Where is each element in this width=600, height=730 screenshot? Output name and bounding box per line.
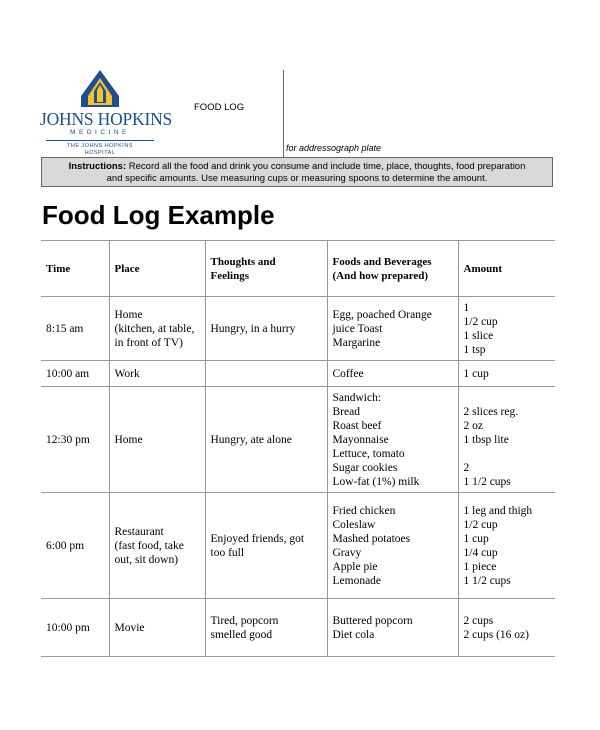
- cell-amounts: [458, 297, 555, 361]
- header-foods: Foods and Beverages (And how prepared): [327, 241, 458, 297]
- cell-line: 1 piece: [463, 560, 497, 573]
- johns-hopkins-logo: [40, 69, 173, 161]
- cell-line: 2 oz: [463, 419, 483, 432]
- cell-place: [109, 599, 205, 657]
- food-log-table: [41, 240, 555, 657]
- cell-line: 1/2 cup: [463, 518, 498, 531]
- page-title: Food Log Example: [42, 200, 275, 230]
- logo-subtitle: MEDICINE: [70, 129, 130, 136]
- cell-line: 1 cup: [463, 367, 489, 380]
- cell-line: Enjoyed friends, got: [210, 532, 305, 545]
- table-header-row: [41, 241, 555, 297]
- cell-amounts: [458, 493, 555, 599]
- cell-line: 1 leg and thigh: [463, 504, 533, 517]
- cell-amounts: [458, 387, 555, 493]
- cell-line: Margarine: [332, 336, 381, 349]
- shield-icon: [79, 69, 121, 109]
- cell-place: [109, 387, 205, 493]
- cell-thoughts: [205, 493, 327, 599]
- cell-place: [109, 493, 205, 599]
- cell-line: Coffee: [332, 367, 364, 380]
- logo-hospital: [40, 143, 160, 157]
- cell-line: Buttered popcorn: [332, 614, 413, 627]
- cell-time: 12:30 pm: [41, 387, 109, 493]
- cell-line: Restaurant: [114, 525, 164, 538]
- cell-line: Roast beef: [332, 419, 382, 432]
- cell-line: [464, 447, 551, 461]
- cell-line: in front of TV): [114, 336, 183, 349]
- cell-line: Tired, popcorn: [210, 614, 279, 627]
- cell-line: Diet cola: [332, 628, 375, 641]
- cell-thoughts: [205, 387, 327, 493]
- cell-time: 8:15 am: [41, 297, 109, 361]
- cell-line: Lemonade: [332, 574, 382, 587]
- cell-line: Sugar cookies: [332, 461, 398, 474]
- cell-line: Fried chicken: [332, 504, 396, 517]
- cell-line: [464, 391, 551, 405]
- header-divider: [283, 70, 284, 157]
- instructions-box: [41, 157, 553, 187]
- instructions-label: Instructions:: [68, 161, 127, 172]
- cell-line: 1 tbsp lite: [463, 433, 509, 446]
- logo-rule: [46, 140, 154, 141]
- header-amount: Amount: [458, 241, 555, 297]
- cell-thoughts: [205, 297, 327, 361]
- cell-time: 10:00 am: [41, 361, 109, 387]
- cell-line: Coleslaw: [332, 518, 376, 531]
- cell-line: Movie: [114, 621, 145, 634]
- cell-place: [109, 297, 205, 361]
- cell-line: Gravy: [332, 546, 362, 559]
- document-title: FOOD LOG: [194, 102, 245, 113]
- cell-foods: [327, 387, 458, 493]
- cell-line: Apple pie: [332, 560, 378, 573]
- cell-line: 2 slices reg.: [463, 405, 519, 418]
- cell-line: Egg, poached Orange: [332, 308, 432, 321]
- cell-line: Sandwich:: [332, 391, 382, 404]
- cell-line: smelled good: [210, 628, 273, 641]
- cell-line: 2 cups (16 oz): [463, 628, 529, 641]
- instructions-text-1: Record all the food and drink you consume and include time, place, thoughts, food preparation: [126, 161, 526, 172]
- table-row: [41, 493, 555, 599]
- table-row: [41, 599, 555, 657]
- cell-line: Lettuce, tomato: [332, 447, 405, 460]
- cell-line: Low-fat (1%) milk: [332, 475, 420, 488]
- cell-amounts: [458, 361, 555, 387]
- cell-amounts: [458, 599, 555, 657]
- cell-line: Hungry, ate alone: [210, 433, 292, 446]
- cell-line: 1 tsp: [463, 343, 486, 356]
- cell-thoughts: [205, 599, 327, 657]
- cell-line: too full: [210, 546, 245, 559]
- logo-hospital-line1: THE JOHNS HOPKINS: [67, 143, 133, 149]
- cell-line: Home: [114, 308, 143, 321]
- cell-line: 2: [463, 461, 470, 474]
- logo-hospital-line2: HOSPITAL: [84, 150, 116, 156]
- cell-line: Home: [114, 433, 143, 446]
- cell-line: 1 1/2 cups: [463, 574, 511, 587]
- cell-line: 2 cups: [463, 614, 494, 627]
- cell-foods: [327, 493, 458, 599]
- cell-line: Bread: [332, 405, 360, 418]
- cell-line: 1/4 cup: [463, 546, 498, 559]
- cell-foods: [327, 297, 458, 361]
- logo-name: JOHNS HOPKINS: [40, 109, 173, 129]
- cell-line: (kitchen, at table,: [114, 322, 195, 335]
- cell-line: 1: [463, 301, 470, 314]
- cell-line: out, sit down): [114, 553, 179, 566]
- cell-thoughts: [205, 361, 327, 387]
- cell-foods: [327, 599, 458, 657]
- cell-place: [109, 361, 205, 387]
- cell-line: Mayonnaise: [332, 433, 389, 446]
- cell-line: 1 cup: [463, 532, 489, 545]
- cell-line: 1 slice: [463, 329, 494, 342]
- cell-line: Work: [114, 367, 140, 380]
- cell-line: 1/2 cup: [463, 315, 498, 328]
- cell-line: 1 1/2 cups: [463, 475, 511, 488]
- header-time: Time: [41, 241, 109, 297]
- cell-line: juice Toast: [332, 322, 383, 335]
- cell-line: Hungry, in a hurry: [210, 322, 296, 335]
- cell-line: Mashed potatoes: [332, 532, 411, 545]
- cell-time: 6:00 pm: [41, 493, 109, 599]
- cell-line: (fast food, take: [114, 539, 184, 552]
- table-body: [41, 297, 555, 657]
- instructions-text-2: and specific amounts. Use measuring cups or measuring spoons to determine the amount.: [106, 173, 488, 184]
- header-place: Place: [109, 241, 205, 297]
- table-row: [41, 387, 555, 493]
- addressograph-label: for addressograph plate: [286, 143, 382, 153]
- header-thoughts: Thoughts and Feelings: [205, 241, 327, 297]
- cell-time: 10:00 pm: [41, 599, 109, 657]
- table-row: [41, 361, 555, 387]
- cell-foods: [327, 361, 458, 387]
- table-row: [41, 297, 555, 361]
